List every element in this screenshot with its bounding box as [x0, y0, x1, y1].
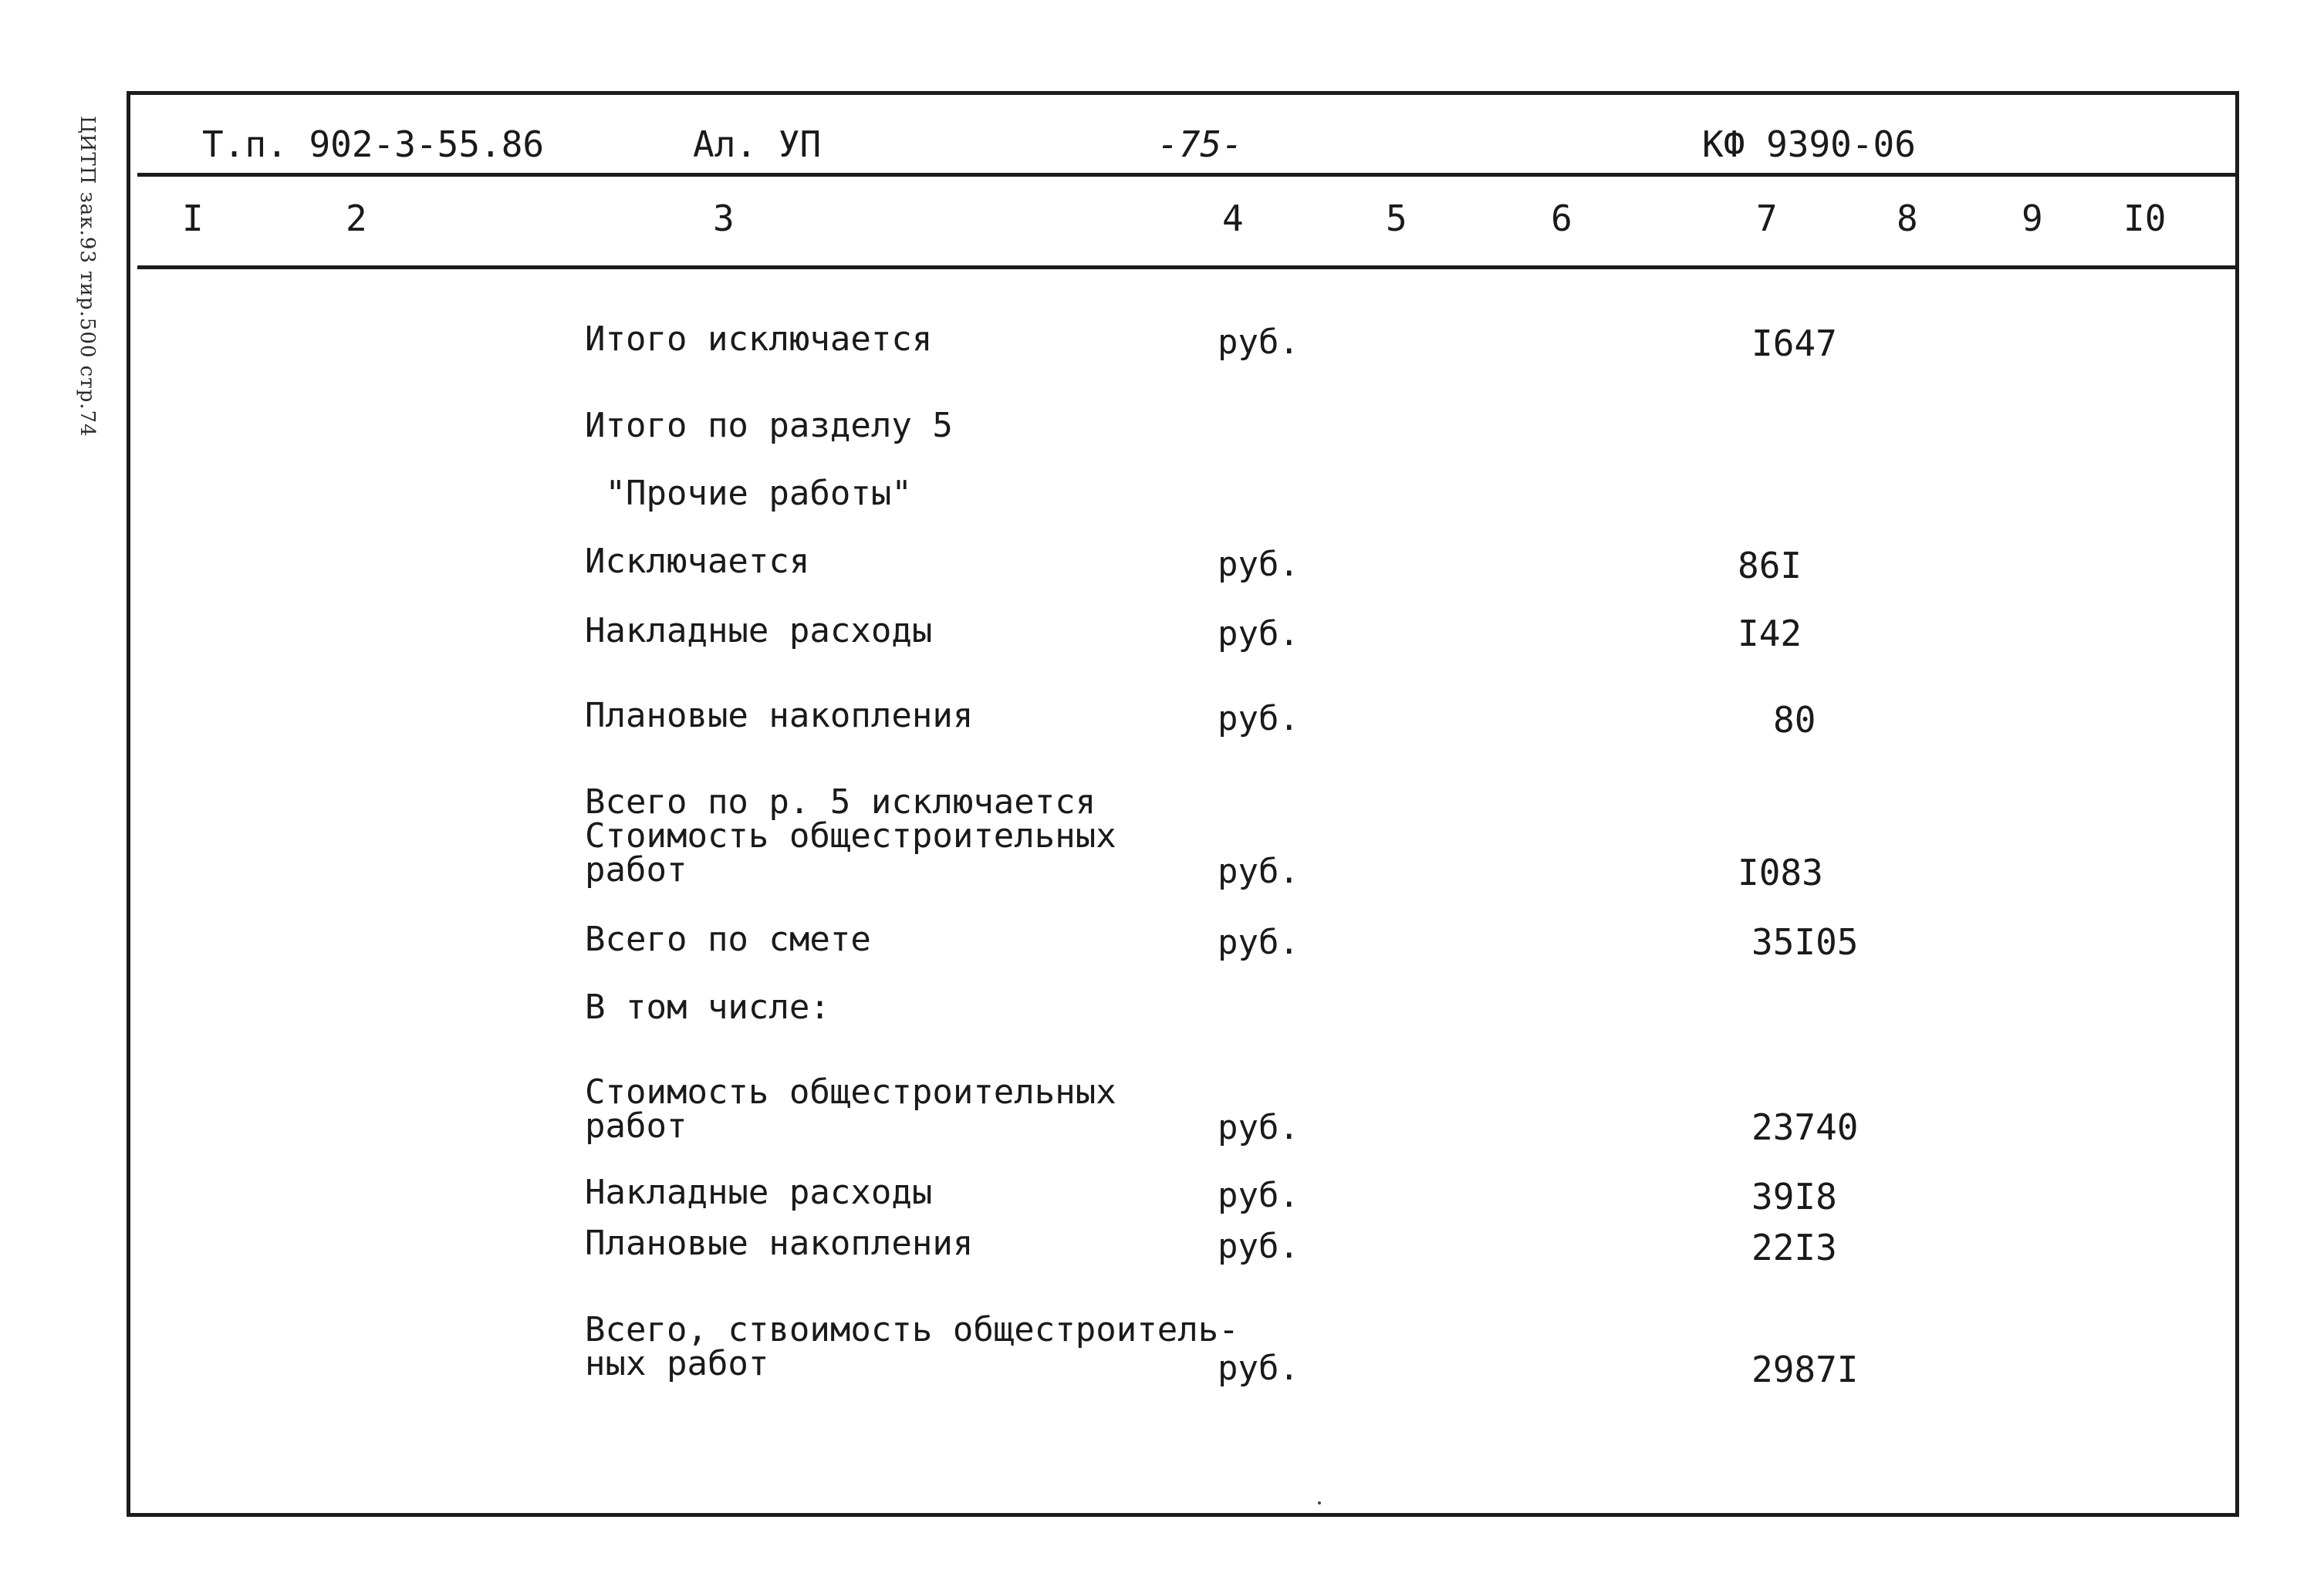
scan-speck	[1318, 1501, 1321, 1505]
row-label: Итого по разделу 5	[585, 406, 953, 445]
row-label: Всего по р. 5 исключается Стоимость общестроительных работ	[585, 782, 1116, 890]
column-number: 6	[1551, 198, 1572, 239]
column-number: 9	[2022, 198, 2043, 239]
row-value: 39I8	[1751, 1176, 1837, 1217]
row-unit: руб.	[1218, 545, 1299, 584]
column-number: 2	[346, 198, 367, 239]
row-label: Плановые накопления	[585, 696, 974, 735]
row-value: 23740	[1751, 1106, 1859, 1148]
column-number: 3	[713, 198, 735, 239]
row-unit: руб.	[1218, 852, 1299, 891]
row-value: 2987I	[1751, 1349, 1859, 1390]
row-label: Накладные расходы	[585, 1173, 933, 1212]
row-unit: руб.	[1218, 1108, 1299, 1147]
row-value: 35I05	[1751, 921, 1859, 963]
row-label: В том числе:	[585, 988, 830, 1027]
column-number: I	[182, 198, 204, 239]
row-unit: руб.	[1218, 1176, 1299, 1215]
row-value: 22I3	[1751, 1227, 1837, 1268]
row-unit: руб.	[1218, 614, 1299, 653]
row-label: "Прочие работы"	[585, 474, 912, 513]
row-value: I083	[1738, 852, 1823, 893]
row-unit: руб.	[1218, 699, 1299, 738]
row-value: 80	[1773, 699, 1816, 741]
row-label: Исключается	[585, 542, 810, 581]
page-number: -75-	[1157, 123, 1243, 165]
table-frame	[127, 91, 2239, 1517]
header-divider	[137, 173, 2238, 177]
row-label: Всего по смете	[585, 920, 871, 959]
row-unit: руб.	[1218, 1349, 1299, 1388]
row-value: I647	[1751, 323, 1837, 364]
row-unit: руб.	[1218, 1227, 1299, 1266]
print-stamp: ЦИТП зак.93 тир.500 стр.74	[76, 116, 99, 437]
row-label: Итого исключается	[585, 319, 933, 359]
row-unit: руб.	[1218, 323, 1299, 362]
document-code: КФ 9390-06	[1702, 123, 1916, 165]
album-label: Ал. УП	[693, 123, 822, 165]
column-header-divider	[137, 265, 2238, 269]
column-number: 8	[1897, 198, 1918, 239]
column-number: 7	[1756, 198, 1778, 239]
row-label: Накладные расходы	[585, 611, 933, 650]
row-value: I42	[1738, 613, 1802, 654]
column-number: I0	[2123, 198, 2167, 239]
row-label: Всего, ствоимость общестроитель- ных работ	[585, 1310, 1239, 1383]
row-unit: руб.	[1218, 923, 1299, 962]
row-label: Стоимость общестроительных работ	[585, 1072, 1116, 1146]
project-code: Т.п. 902-3-55.86	[202, 123, 545, 165]
row-value: 86I	[1738, 545, 1802, 586]
column-number: 4	[1222, 198, 1244, 239]
row-label: Плановые накопления	[585, 1224, 974, 1263]
column-number: 5	[1386, 198, 1407, 239]
